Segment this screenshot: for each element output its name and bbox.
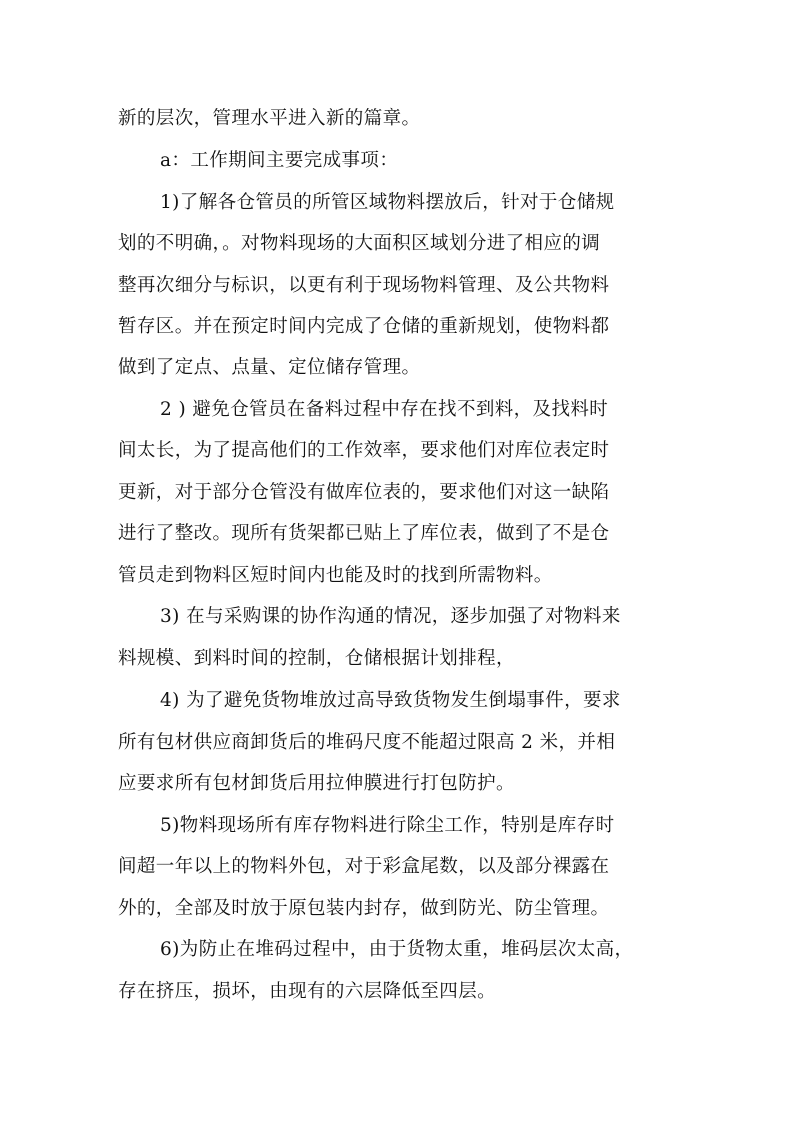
text-line: 所有包材供应商卸货后的堆码尺度不能超过限高 2 米，并相: [118, 732, 616, 753]
text-line: 6)为防止在堆码过程中，由于货物太重，堆码层次太高，: [160, 939, 634, 960]
text-line: 更新，对于部分仓管没有做库位表的，要求他们对这一缺陷: [118, 482, 610, 503]
text-line: 2 ) 避免仓管员在备料过程中存在找不到料，及找料时: [160, 399, 609, 420]
text-line: 存在挤压，损坏，由现有的六层降低至四层。: [118, 981, 497, 1002]
text-line: 划的不明确，。对物料现场的大面积区域划分进了相应的调: [118, 233, 601, 254]
text-line: 暂存区。并在预定时间内完成了仓储的重新规划，使物料都: [118, 316, 610, 337]
text-line: 间太长，为了提高他们的工作效率，要求他们对库位表定时: [118, 440, 610, 461]
text-line: 外的，全部及时放于原包装内封存，做到防光、防尘管理。: [118, 898, 610, 919]
text-line: 应要求所有包材卸货后用拉伸膜进行打包防护。: [118, 773, 515, 794]
section-heading: a：工作期间主要完成事项：: [160, 150, 399, 171]
text-line: 整再次细分与标识，以更有利于现场物料管理、及公共物料: [118, 275, 610, 296]
text-line: 进行了整改。现所有货架都已贴上了库位表，做到了不是仓: [118, 523, 610, 544]
text-line: 1)了解各仓管员的所管区域物料摆放后，针对于仓储规: [160, 192, 615, 213]
text-line: 4) 为了避免货物堆放过高导致货物发生倒塌事件，要求: [160, 690, 621, 711]
text-line: 做到了定点、点量、定位储存管理。: [118, 357, 421, 378]
text-line: 料规模、到料时间的控制，仓储根据计划排程，: [118, 648, 515, 669]
text-line: 新的层次，管理水平进入新的篇章。: [118, 108, 421, 129]
text-line: 管员走到物料区短时间内也能及时的找到所需物料。: [118, 565, 553, 586]
text-line: 3) 在与采购课的协作沟通的情况，逐步加强了对物料来: [160, 606, 621, 627]
text-line: 5)物料现场所有库存物料进行除尘工作，特别是库存时: [160, 815, 615, 836]
text-line: 间超一年以上的物料外包，对于彩盒尾数，以及部分裸露在: [118, 856, 610, 877]
